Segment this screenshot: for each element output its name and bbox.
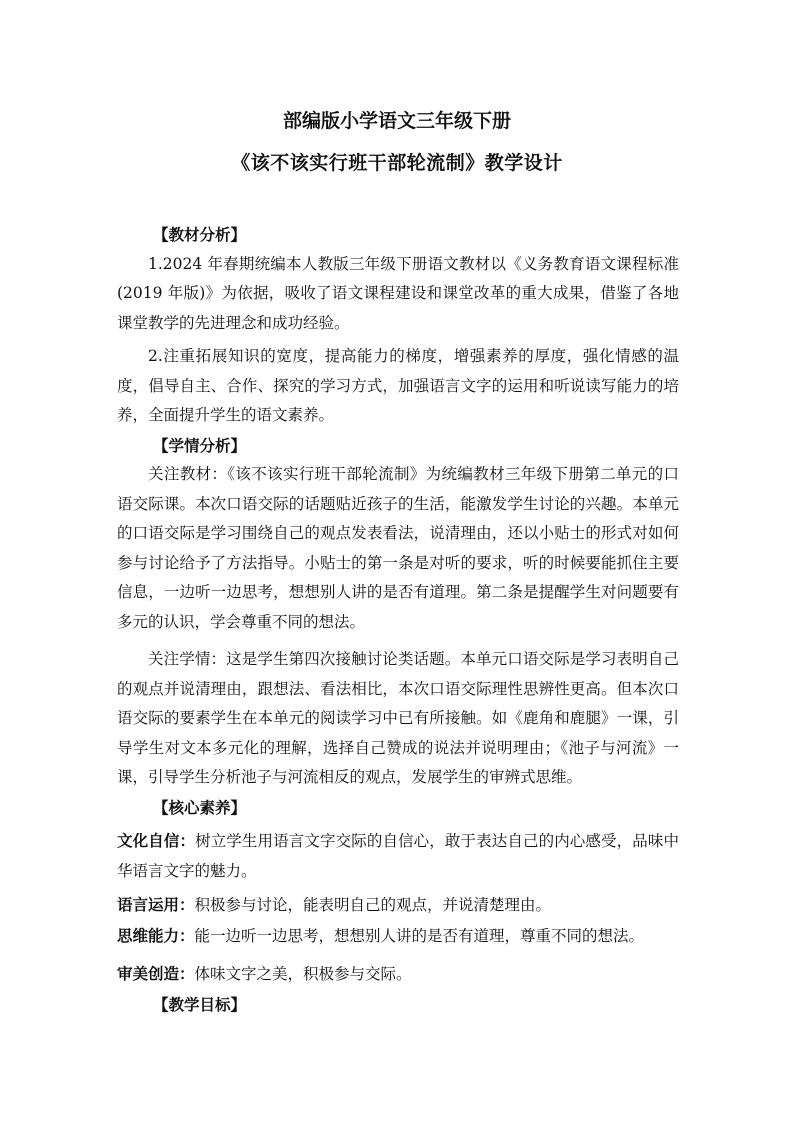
student-analysis-paragraph-2: 关注学情：这是学生第四次接触讨论类话题。本单元口语交际是学习表明自己的观点并说清理由，跟想法、看法相比，本次口语交际理性思辨性更高。但本次口语交际的要素学生在本单元的阅读学习中已有所接触。如《鹿角和鹿腿》一课，引导学生对文本多元化的理解，选择自己赞成的说法并说明理由；《池子与河流》一课，引导学生分析池子与河流相反的观点，发展学生的审辨式思维。 [117,650,679,786]
core-literacy-label: 文化自信： [117,831,196,850]
section-heading-core-literacy: 【核心素养】 [153,797,247,817]
core-literacy-text: 能一边听一边思考，想想别人讲的是否有道理，尊重不同的想法。 [194,926,645,945]
core-literacy-label: 思维能力： [117,925,195,945]
section-heading-textbook-analysis: 【教材分析】 [153,225,247,244]
document-body [117,220,679,1019]
core-literacy-label: 审美创造： [117,964,195,983]
section-heading-teaching-goals: 【教学目标】 [153,994,247,1014]
core-literacy-label: 语言运用： [117,895,195,914]
core-literacy-item [117,921,679,952]
core-literacy-item [117,959,679,990]
core-literacy-item [117,890,679,921]
section-heading-student-analysis: 【学情分析】 [153,435,247,455]
core-literacy-item [117,826,679,886]
core-literacy-text: 积极参与讨论，能表明自己的观点，并说清楚理由。 [194,896,552,914]
student-analysis-paragraph-1: 关注教材：《该不该实行班干部轮流制》为统编教材三年级下册第二单元的口语交际课。本次口语交际的话题贴近孩子的生活，能激发学生讨论的兴趣。本单元的口语交际是学习围绕自己的观点发表看法，说清理由，还以小贴士的形式对如何参与讨论给予了方法指导。小贴士的第一条是对听的要求，听的时候要能抓住主要信息，一边听一边思考，想想别人讲的是否有道理。第二条是提醒学生对问题要有多元的认识，学会尊重不同的想法。 [117,465,679,631]
textbook-analysis-paragraph-2: 2.注重拓展知识的宽度，提高能力的梯度，增强素养的厚度，强化情感的温度，倡导自主、合作、探究的学习方式，加强语言文字的运用和听说读写能力的培养，全面提升学生的语文素养。 [117,347,679,424]
document-title-line2: 《该不该实行班干部轮流制》教学设计 [231,152,563,174]
document-title-line1: 部编版小学语文三年级下册 [282,110,511,132]
textbook-analysis-paragraph-1: 1.2024 年春期统编本人教版三年级下册语文教材以《义务教育语文课程标准(2019 年版)》为依据，吸收了语文课程建设和课堂改革的重大成果，借鉴了各地课堂教学的先进理念和成功经验。 [117,254,679,332]
core-literacy-text: 体味文字之美，积极参与交际。 [194,965,412,983]
core-literacy-text: 树立学生用语言文字交际的自信心，敢于表达自己的内心感受，品味中华语言文字的魅力。 [117,832,679,880]
